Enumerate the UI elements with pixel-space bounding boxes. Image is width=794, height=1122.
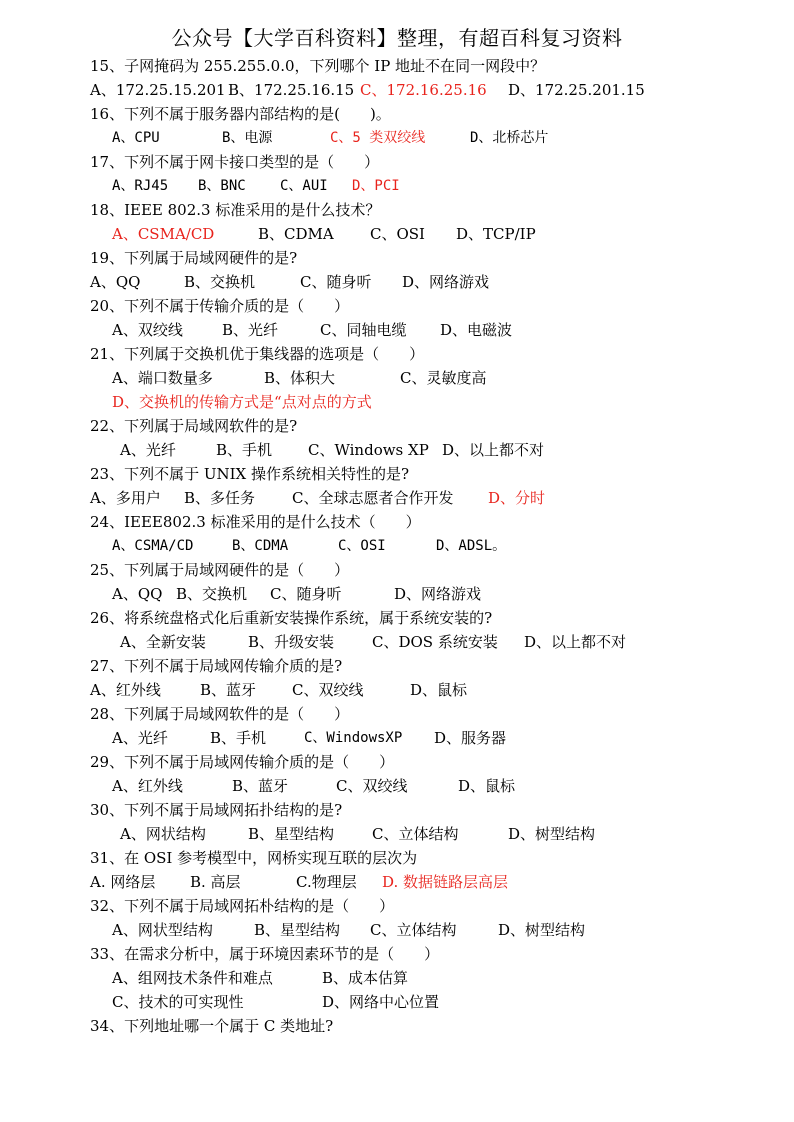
option-d: D、北桥芯片: [470, 130, 549, 146]
option-c: C、双绞线: [336, 777, 408, 795]
option-b: B、电源: [222, 130, 273, 146]
question-31: 31、在 OSI 参考模型中，网桥实现互联的层次为: [90, 849, 418, 867]
option-b: B、手机: [216, 441, 273, 459]
question-33: 33、在需求分析中，属于环境因素环节的是（ ）: [90, 945, 440, 963]
option-c: C、同轴电缆: [320, 321, 407, 339]
option-c: C、WindowsXP: [304, 730, 403, 746]
option-d: D、树型结构: [508, 825, 596, 843]
question-24: 24、IEEE802.3 标准采用的是什么技术（ ）: [90, 513, 421, 531]
option-d: D、网络游戏: [394, 585, 482, 603]
option-d: D、以上都不对: [442, 441, 545, 459]
option-c: C、技术的可实现性: [112, 993, 244, 1011]
option-b: B、蓝牙: [200, 681, 257, 699]
option-d: D、ADSL。: [436, 538, 507, 554]
option-d-answer: D、交换机的传输方式是“点对点的方式: [112, 393, 372, 411]
option-a: A. 网络层: [90, 873, 156, 891]
option-a: A、172.25.15.201: [90, 81, 226, 99]
option-b: B、CDMA: [258, 225, 334, 243]
option-d-answer: D. 数据链路层高层: [382, 873, 509, 891]
option-d: D、以上都不对: [524, 633, 627, 651]
question-20: 20、下列不属于传输介质的是（ ）: [90, 297, 350, 315]
option-c-answer: C、172.16.25.16: [360, 81, 487, 99]
option-d: D、鼠标: [410, 681, 468, 699]
option-b: B、成本估算: [322, 969, 409, 987]
option-c: C.物理层: [296, 873, 357, 891]
option-a: A、多用户: [90, 489, 161, 507]
question-19-options: [0, 270, 794, 294]
question-18: 18、IEEE 802.3 标准采用的是什么技术？: [90, 201, 381, 219]
question-27-options: [0, 678, 794, 702]
option-a: A、光纤: [120, 441, 176, 459]
question-30: 30、下列不属于局域网拓扑结构的是?: [90, 801, 343, 819]
question-20-options: [0, 318, 794, 342]
question-22: 22、下列属于局域网软件的是?: [90, 417, 298, 435]
option-d: D、服务器: [434, 729, 507, 747]
question-21-options-row1: [0, 366, 794, 390]
question-19: 19、下列属于局域网硬件的是?: [90, 249, 298, 267]
option-d: D、鼠标: [458, 777, 516, 795]
option-a: A、组网技术条件和难点: [112, 969, 273, 987]
option-b: B、体积大: [264, 369, 336, 387]
question-34: 34、下列地址哪一个属于 C 类地址?: [90, 1017, 334, 1035]
option-c-answer: C、5 类双绞线: [330, 130, 426, 146]
option-b: B、光纤: [222, 321, 279, 339]
option-c: C、OSI: [370, 225, 425, 243]
option-d-answer: D、PCI: [352, 178, 400, 194]
option-b: B、交换机: [176, 585, 248, 603]
option-a: A、全新安装: [120, 633, 206, 651]
question-26-options: [0, 630, 794, 654]
question-23: 23、下列不属于 UNIX 操作系统相关特性的是?: [90, 465, 410, 483]
option-c: C、立体结构: [370, 921, 457, 939]
option-b: B、蓝牙: [232, 777, 289, 795]
option-c: C、立体结构: [372, 825, 459, 843]
question-16: 16、下列不属于服务器内部结构的是( )。: [90, 105, 391, 123]
question-29-options: [0, 774, 794, 798]
option-a: A、网状型结构: [112, 921, 213, 939]
option-b: B、星型结构: [254, 921, 341, 939]
option-a: A、RJ45: [112, 178, 169, 194]
option-a: A、QQ: [112, 585, 163, 603]
question-31-options: [0, 870, 794, 894]
question-22-options: [0, 438, 794, 462]
option-c: C、DOS 系统安装: [372, 633, 498, 651]
question-23-options: [0, 486, 794, 510]
option-b: B、手机: [210, 729, 267, 747]
option-a: A、双绞线: [112, 321, 183, 339]
option-c: C、随身听: [300, 273, 372, 291]
question-26: 26、将系统盘格式化后重新安装操作系统，属于系统安装的?: [90, 609, 493, 627]
question-33-options-row1: [0, 966, 794, 990]
question-25: 25、下列属于局域网硬件的是（ ）: [90, 561, 350, 579]
question-21: 21、下列属于交换机优于集线器的选项是（ ）: [90, 345, 425, 363]
page-header: 公众号【大学百科资料】整理，有超百科复习资料: [171, 26, 623, 50]
question-21-options-row2: [0, 390, 794, 414]
question-17: 17、下列不属于网卡接口类型的是（ ）: [90, 153, 380, 171]
option-b: B、多任务: [184, 489, 256, 507]
option-d-answer: D、分时: [488, 489, 546, 507]
question-32-options: [0, 918, 794, 942]
question-30-options: [0, 822, 794, 846]
question-25-options: [0, 582, 794, 606]
option-d: D、网络中心位置: [322, 993, 440, 1011]
question-28: 28、下列属于局域网软件的是（ ）: [90, 705, 350, 723]
question-16-options: [0, 126, 794, 150]
question-17-options: [0, 174, 794, 198]
option-c: C、灵敏度高: [400, 369, 487, 387]
option-c: C、Windows XP: [308, 441, 429, 459]
option-a: A、红外线: [112, 777, 183, 795]
option-a: A、端口数量多: [112, 369, 213, 387]
question-27: 27、下列不属于局域网传输介质的是?: [90, 657, 343, 675]
option-a: A、QQ: [90, 273, 141, 291]
option-c: C、OSI: [338, 538, 386, 554]
option-a: A、CSMA/CD: [112, 538, 194, 554]
option-b: B、交换机: [184, 273, 256, 291]
option-a: A、红外线: [90, 681, 161, 699]
option-c: C、AUI: [280, 178, 328, 194]
option-b: B、星型结构: [248, 825, 335, 843]
question-15-options: [0, 78, 794, 102]
option-b: B、172.25.16.15: [228, 81, 355, 99]
option-b: B、CDMA: [232, 538, 289, 554]
option-c: C、全球志愿者合作开发: [292, 489, 454, 507]
option-c: C、双绞线: [292, 681, 364, 699]
option-a: A、CPU: [112, 130, 160, 146]
question-list: [0, 54, 794, 1038]
question-33-options-row2: [0, 990, 794, 1014]
option-a: A、网状结构: [120, 825, 206, 843]
option-d: D、172.25.201.15: [508, 81, 645, 99]
option-d: D、电磁波: [440, 321, 513, 339]
question-24-options: [0, 534, 794, 558]
option-d: D、网络游戏: [402, 273, 490, 291]
option-b: B、升级安装: [248, 633, 335, 651]
question-29: 29、下列不属于局域网传输介质的是（ ）: [90, 753, 395, 771]
option-d: D、树型结构: [498, 921, 586, 939]
option-b: B、BNC: [198, 178, 246, 194]
option-a: A、光纤: [112, 729, 168, 747]
option-d: D、TCP/IP: [456, 225, 536, 243]
option-c: C、随身听: [270, 585, 342, 603]
question-28-options: [0, 726, 794, 750]
option-b: B. 高层: [190, 873, 241, 891]
question-32: 32、下列不属于局域网拓朴结构的是（ ）: [90, 897, 395, 915]
question-15: 15、子网掩码为 255.255.0.0，下列哪个 IP 地址不在同一网段中？: [90, 57, 546, 75]
option-a-answer: A、CSMA/CD: [112, 225, 215, 243]
question-18-options: [0, 222, 794, 246]
